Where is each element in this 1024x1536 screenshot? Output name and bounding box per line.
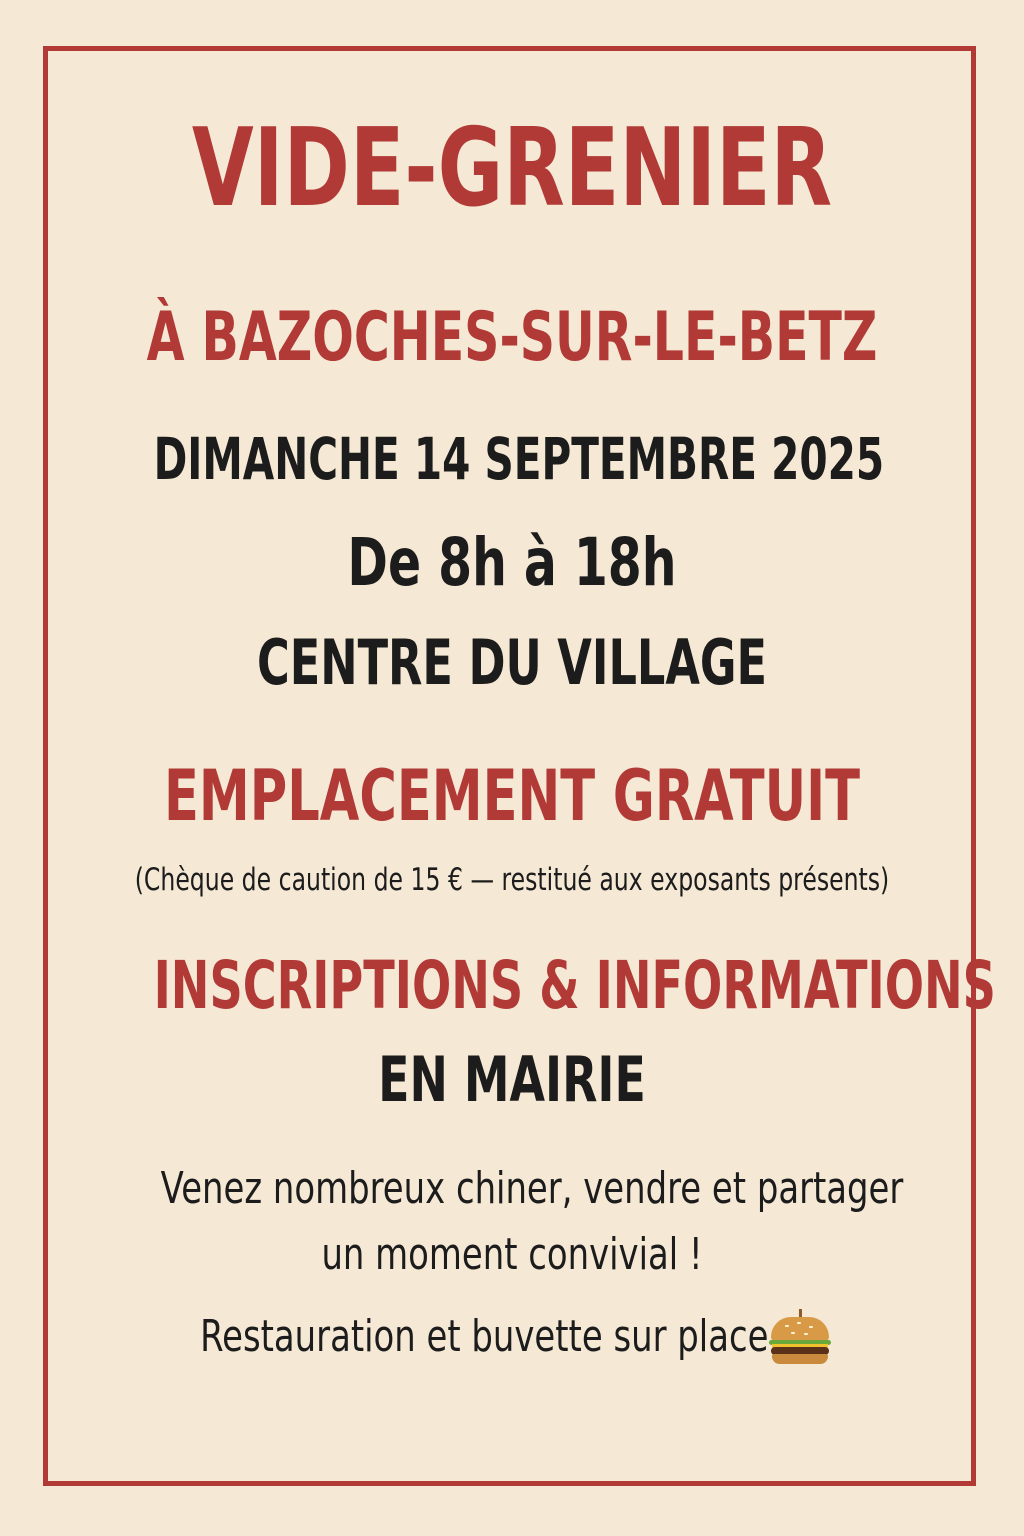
registration-place: EN MAIRIE [378, 1043, 646, 1116]
invite-line-1: Venez nombreux chiner, vendre et partager [160, 1163, 904, 1214]
event-date: DIMANCHE 14 SEPTEMBRE 2025 [153, 425, 885, 493]
food-line [118, 1308, 906, 1366]
registration-heading: INSCRIPTIONS & INFORMATIONS [153, 947, 996, 1024]
invite-line-2: un moment convivial ! [321, 1229, 703, 1280]
free-spot-heading: EMPLACEMENT GRATUIT [163, 755, 860, 837]
event-location: CENTRE DU VILLAGE [256, 626, 768, 699]
event-hours: De 8h à 18h [347, 524, 677, 601]
poster-title: VIDE-GRENIER [191, 106, 833, 231]
poster-subtitle: À BAZOCHES-SUR-LE-BETZ [146, 298, 878, 377]
food-line-text: Restauration et buvette sur place [200, 1311, 769, 1362]
burger-icon [769, 1309, 831, 1365]
deposit-note: (Chèque de caution de 15 € — restitué aux exposants présents) [134, 862, 890, 898]
